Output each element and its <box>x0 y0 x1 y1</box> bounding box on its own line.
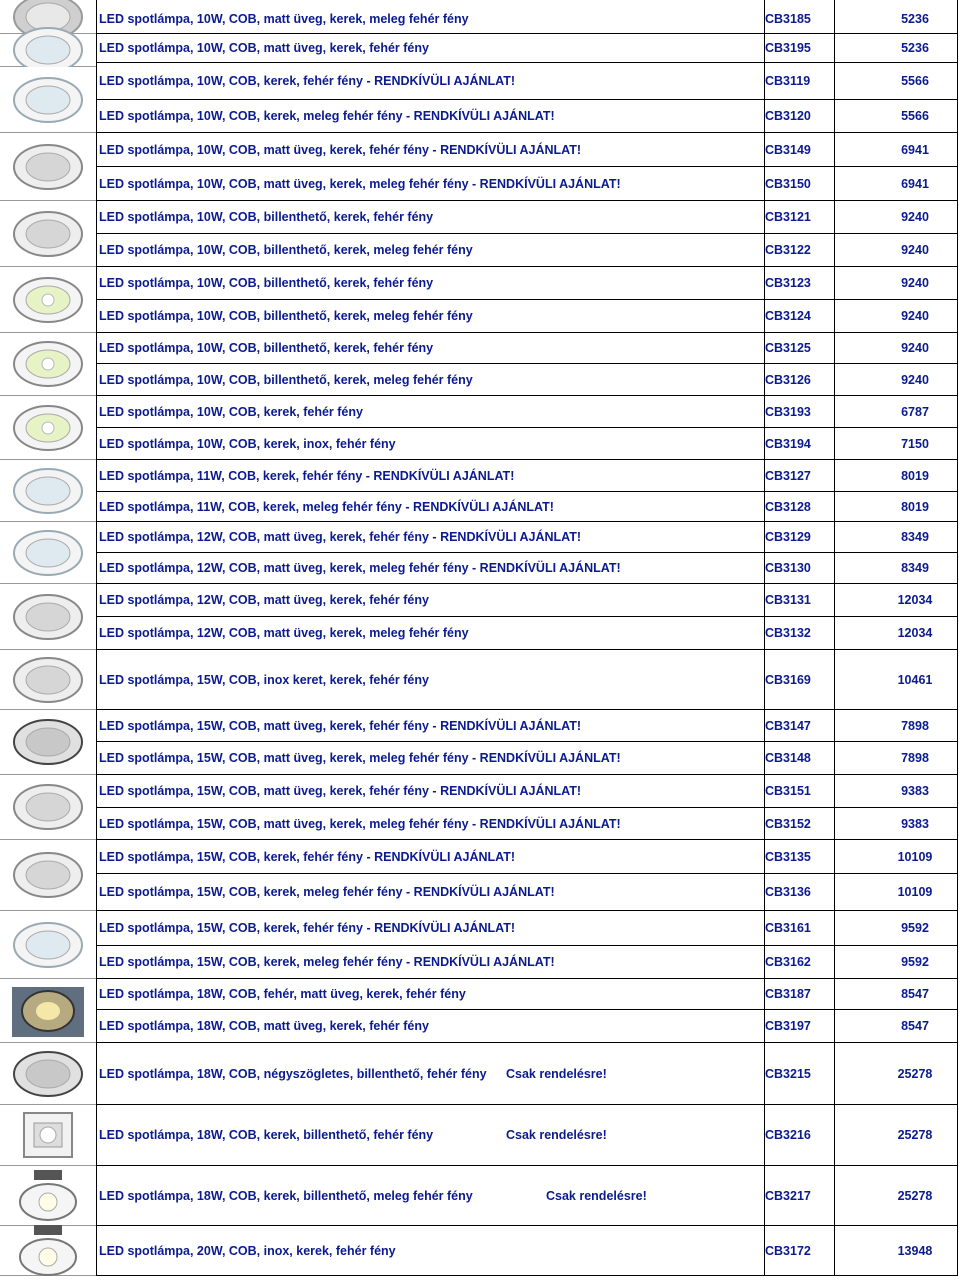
product-code: CB3162 <box>765 955 811 969</box>
tiltable-spot-icon <box>0 267 96 333</box>
downlight-matt-icon <box>0 650 96 710</box>
table-row <box>96 522 958 553</box>
product-code: CB3152 <box>765 816 811 831</box>
product-code: CB3150 <box>765 176 811 191</box>
downlight-dark-icon <box>0 1043 96 1105</box>
product-description: LED spotlámpa, 10W, COB, matt üveg, kerek, fehér fény - RENDKÍVÜLI AJÁNLAT! <box>99 142 582 157</box>
table-row <box>96 4 958 34</box>
round-tilt-spot-icon <box>0 1166 96 1226</box>
table-row <box>96 460 958 492</box>
product-price: 9592 <box>901 921 929 935</box>
product-code: CB3129 <box>765 530 811 544</box>
price-column-divider <box>834 0 835 1276</box>
downlight-white-icon <box>0 34 96 67</box>
table-row <box>96 979 958 1010</box>
downlight-matt-icon <box>0 775 96 840</box>
product-description: LED spotlámpa, 11W, COB, kerek, meleg fehér fény - RENDKÍVÜLI AJÁNLAT! <box>99 499 554 514</box>
product-description: LED spotlámpa, 10W, COB, matt üveg, kerek, fehér fény <box>99 41 429 55</box>
downlight-white-icon <box>0 460 96 522</box>
product-price: 8547 <box>901 1019 929 1033</box>
code-column-divider <box>764 0 765 1276</box>
product-description: LED spotlámpa, 15W, COB, kerek, meleg fehér fény - RENDKÍVÜLI AJÁNLAT! <box>99 955 555 969</box>
downlight-white-icon <box>0 522 96 584</box>
square-tilt-spot-icon <box>0 1105 96 1166</box>
product-code: CB3197 <box>765 1019 811 1033</box>
product-description: LED spotlámpa, 10W, COB, billenthető, kerek, meleg fehér fény <box>99 243 473 257</box>
table-row <box>96 1043 958 1105</box>
table-row <box>96 167 958 201</box>
table-row <box>96 1226 958 1276</box>
product-price: 5236 <box>901 11 929 26</box>
right-border <box>957 0 958 1276</box>
product-price: 25278 <box>897 1066 933 1081</box>
product-price: 12034 <box>897 593 933 607</box>
table-row <box>96 617 958 650</box>
product-price: 6787 <box>901 404 929 419</box>
table-row <box>96 911 958 946</box>
table-row <box>96 333 958 364</box>
product-description: LED spotlámpa, 15W, COB, matt üveg, kerek, fehér fény - RENDKÍVÜLI AJÁNLAT! <box>99 718 582 733</box>
product-description: LED spotlámpa, 10W, COB, kerek, inox, fehér fény <box>99 436 396 451</box>
table-row <box>96 364 958 396</box>
product-code: CB3148 <box>765 751 811 765</box>
round-tilt-spot-icon <box>0 1226 96 1276</box>
downlight-dark-icon <box>0 710 96 775</box>
product-description: LED spotlámpa, 18W, COB, négyszögletes, billenthető, fehér fény <box>99 1066 487 1081</box>
product-price: 9240 <box>901 372 929 387</box>
downlight-white-icon <box>0 67 96 133</box>
product-code: CB3193 <box>765 404 811 419</box>
product-description: LED spotlámpa, 11W, COB, kerek, fehér fény - RENDKÍVÜLI AJÁNLAT! <box>99 468 515 483</box>
product-description: LED spotlámpa, 18W, COB, kerek, billenthető, meleg fehér fény <box>99 1188 473 1203</box>
downlight-white-icon <box>0 911 96 979</box>
product-description: LED spotlámpa, 10W, COB, matt üveg, kerek, meleg fehér fény - RENDKÍVÜLI AJÁNLAT! <box>99 176 621 191</box>
product-code: CB3185 <box>765 11 811 26</box>
product-price: 7898 <box>901 718 929 733</box>
product-description: LED spotlámpa, 15W, COB, matt üveg, kerek, meleg fehér fény - RENDKÍVÜLI AJÁNLAT! <box>99 816 621 831</box>
product-code: CB3122 <box>765 243 811 257</box>
downlight-matt-icon <box>0 133 96 201</box>
product-price: 9592 <box>901 955 929 969</box>
product-description: LED spotlámpa, 18W, COB, fehér, matt üveg, kerek, fehér fény <box>99 987 466 1001</box>
product-price: 6941 <box>901 176 929 191</box>
product-code: CB3195 <box>765 41 811 55</box>
product-price: 5566 <box>901 74 929 88</box>
product-description: LED spotlámpa, 15W, COB, matt üveg, kerek, fehér fény - RENDKÍVÜLI AJÁNLAT! <box>99 784 582 798</box>
table-row <box>96 267 958 300</box>
product-code: CB3132 <box>765 626 811 640</box>
product-code: CB3119 <box>765 74 811 88</box>
product-code: CB3172 <box>765 1243 811 1258</box>
product-price: 8019 <box>901 499 929 514</box>
product-description: LED spotlámpa, 15W, COB, inox keret, kerek, fehér fény <box>99 672 429 687</box>
product-code: CB3151 <box>765 784 811 798</box>
product-description: LED spotlámpa, 15W, COB, kerek, fehér fény - RENDKÍVÜLI AJÁNLAT! <box>99 921 516 935</box>
product-description: LED spotlámpa, 10W, COB, kerek, fehér fény - RENDKÍVÜLI AJÁNLAT! <box>99 74 516 88</box>
product-description: LED spotlámpa, 10W, COB, billenthető, kerek, meleg fehér fény <box>99 309 473 323</box>
product-code: CB3125 <box>765 341 811 355</box>
table-row <box>96 946 958 979</box>
table-row <box>96 34 958 63</box>
product-description: LED spotlámpa, 12W, COB, matt üveg, kerek, meleg fehér fény <box>99 626 469 640</box>
product-code: CB3127 <box>765 468 811 483</box>
product-code: CB3124 <box>765 309 811 323</box>
product-code: CB3161 <box>765 921 811 935</box>
order-note: Csak rendelésre! <box>546 1188 647 1203</box>
table-row <box>96 63 958 100</box>
product-description: LED spotlámpa, 15W, COB, kerek, meleg fehér fény - RENDKÍVÜLI AJÁNLAT! <box>99 885 555 899</box>
table-row <box>96 492 958 522</box>
order-note: Csak rendelésre! <box>506 1128 607 1142</box>
table-row <box>96 1105 958 1166</box>
product-price: 9240 <box>901 210 929 224</box>
product-price: 9240 <box>901 243 929 257</box>
product-code: CB3149 <box>765 142 811 157</box>
product-price: 8547 <box>901 987 929 1001</box>
product-description: LED spotlámpa, 10W, COB, billenthető, kerek, fehér fény <box>99 276 434 290</box>
table-row <box>96 234 958 267</box>
product-price: 8349 <box>901 530 929 544</box>
product-code: CB3120 <box>765 109 811 123</box>
product-price: 5236 <box>901 41 929 55</box>
product-description: LED spotlámpa, 15W, COB, matt üveg, kerek, meleg fehér fény - RENDKÍVÜLI AJÁNLAT! <box>99 751 621 765</box>
product-price: 12034 <box>897 626 933 640</box>
product-code: CB3128 <box>765 499 811 514</box>
product-price: 5566 <box>901 109 929 123</box>
product-code: CB3123 <box>765 276 811 290</box>
tiltable-spot-icon <box>0 396 96 460</box>
product-description: LED spotlámpa, 10W, COB, billenthető, kerek, fehér fény <box>99 341 434 355</box>
table-row <box>96 584 958 617</box>
product-description: LED spotlámpa, 12W, COB, matt üveg, kerek, fehér fény <box>99 593 429 607</box>
product-code: CB3187 <box>765 987 811 1001</box>
product-code: CB3136 <box>765 885 811 899</box>
product-description: LED spotlámpa, 15W, COB, kerek, fehér fény - RENDKÍVÜLI AJÁNLAT! <box>99 849 516 864</box>
table-row <box>96 133 958 167</box>
product-price: 10109 <box>897 849 933 864</box>
product-description: LED spotlámpa, 10W, COB, matt üveg, kerek, meleg fehér fény <box>99 11 469 26</box>
product-code: CB3135 <box>765 849 811 864</box>
table-row <box>96 808 958 840</box>
product-description: LED spotlámpa, 10W, COB, billenthető, kerek, meleg fehér fény <box>99 372 473 387</box>
product-price: 25278 <box>897 1188 933 1203</box>
table-row <box>96 201 958 234</box>
product-price: 9240 <box>901 276 929 290</box>
product-price: 8019 <box>901 468 929 483</box>
table-row <box>96 100 958 133</box>
product-price: 10461 <box>897 672 933 687</box>
table-row <box>96 553 958 584</box>
product-description: LED spotlámpa, 12W, COB, matt üveg, kerek, meleg fehér fény - RENDKÍVÜLI AJÁNLAT! <box>99 561 621 575</box>
product-description: LED spotlámpa, 20W, COB, inox, kerek, fehér fény <box>99 1243 396 1258</box>
product-price: 9383 <box>901 784 929 798</box>
product-code: CB3215 <box>765 1066 811 1081</box>
tiltable-spot-icon <box>0 333 96 396</box>
product-description: LED spotlámpa, 18W, COB, matt üveg, kerek, fehér fény <box>99 1019 429 1033</box>
table-row <box>96 710 958 742</box>
product-code: CB3126 <box>765 372 811 387</box>
product-code: CB3131 <box>765 593 811 607</box>
order-note: Csak rendelésre! <box>506 1066 607 1081</box>
product-price: 6941 <box>901 142 929 157</box>
product-code: CB3194 <box>765 436 811 451</box>
product-price: 7898 <box>901 751 929 765</box>
product-code: CB3147 <box>765 718 811 733</box>
downlight-matt-icon <box>0 584 96 650</box>
product-description: LED spotlámpa, 10W, COB, kerek, fehér fény <box>99 404 363 419</box>
table-row <box>96 396 958 428</box>
product-code: CB3169 <box>765 672 811 687</box>
product-description: LED spotlámpa, 18W, COB, kerek, billenthető, fehér fény <box>99 1128 434 1142</box>
product-price: 10109 <box>897 885 933 899</box>
product-code: CB3216 <box>765 1128 811 1142</box>
product-code: CB3217 <box>765 1188 811 1203</box>
product-code: CB3121 <box>765 210 811 224</box>
product-price: 25278 <box>897 1128 933 1142</box>
product-price: 9240 <box>901 341 929 355</box>
downlight-matt-icon <box>0 840 96 911</box>
product-price: 13948 <box>897 1243 933 1258</box>
table-row <box>96 300 958 333</box>
left-column-divider <box>96 0 97 1276</box>
product-description: LED spotlámpa, 12W, COB, matt üveg, kerek, fehér fény - RENDKÍVÜLI AJÁNLAT! <box>99 530 582 544</box>
product-price: 8349 <box>901 561 929 575</box>
table-row <box>96 428 958 460</box>
table-row <box>96 874 958 911</box>
product-description: LED spotlámpa, 10W, COB, kerek, meleg fehér fény - RENDKÍVÜLI AJÁNLAT! <box>99 109 555 123</box>
downlight-matt-icon <box>0 201 96 267</box>
product-description: LED spotlámpa, 10W, COB, billenthető, kerek, fehér fény <box>99 210 434 224</box>
table-row <box>96 775 958 808</box>
table-row <box>96 1166 958 1226</box>
table-row <box>96 840 958 874</box>
product-price: 9383 <box>901 816 929 831</box>
table-row <box>96 650 958 710</box>
cob-spot-photo-icon <box>0 979 96 1043</box>
product-price: 7150 <box>901 436 929 451</box>
table-row <box>96 1010 958 1043</box>
product-price: 9240 <box>901 309 929 323</box>
table-row <box>96 742 958 775</box>
product-code: CB3130 <box>765 561 811 575</box>
